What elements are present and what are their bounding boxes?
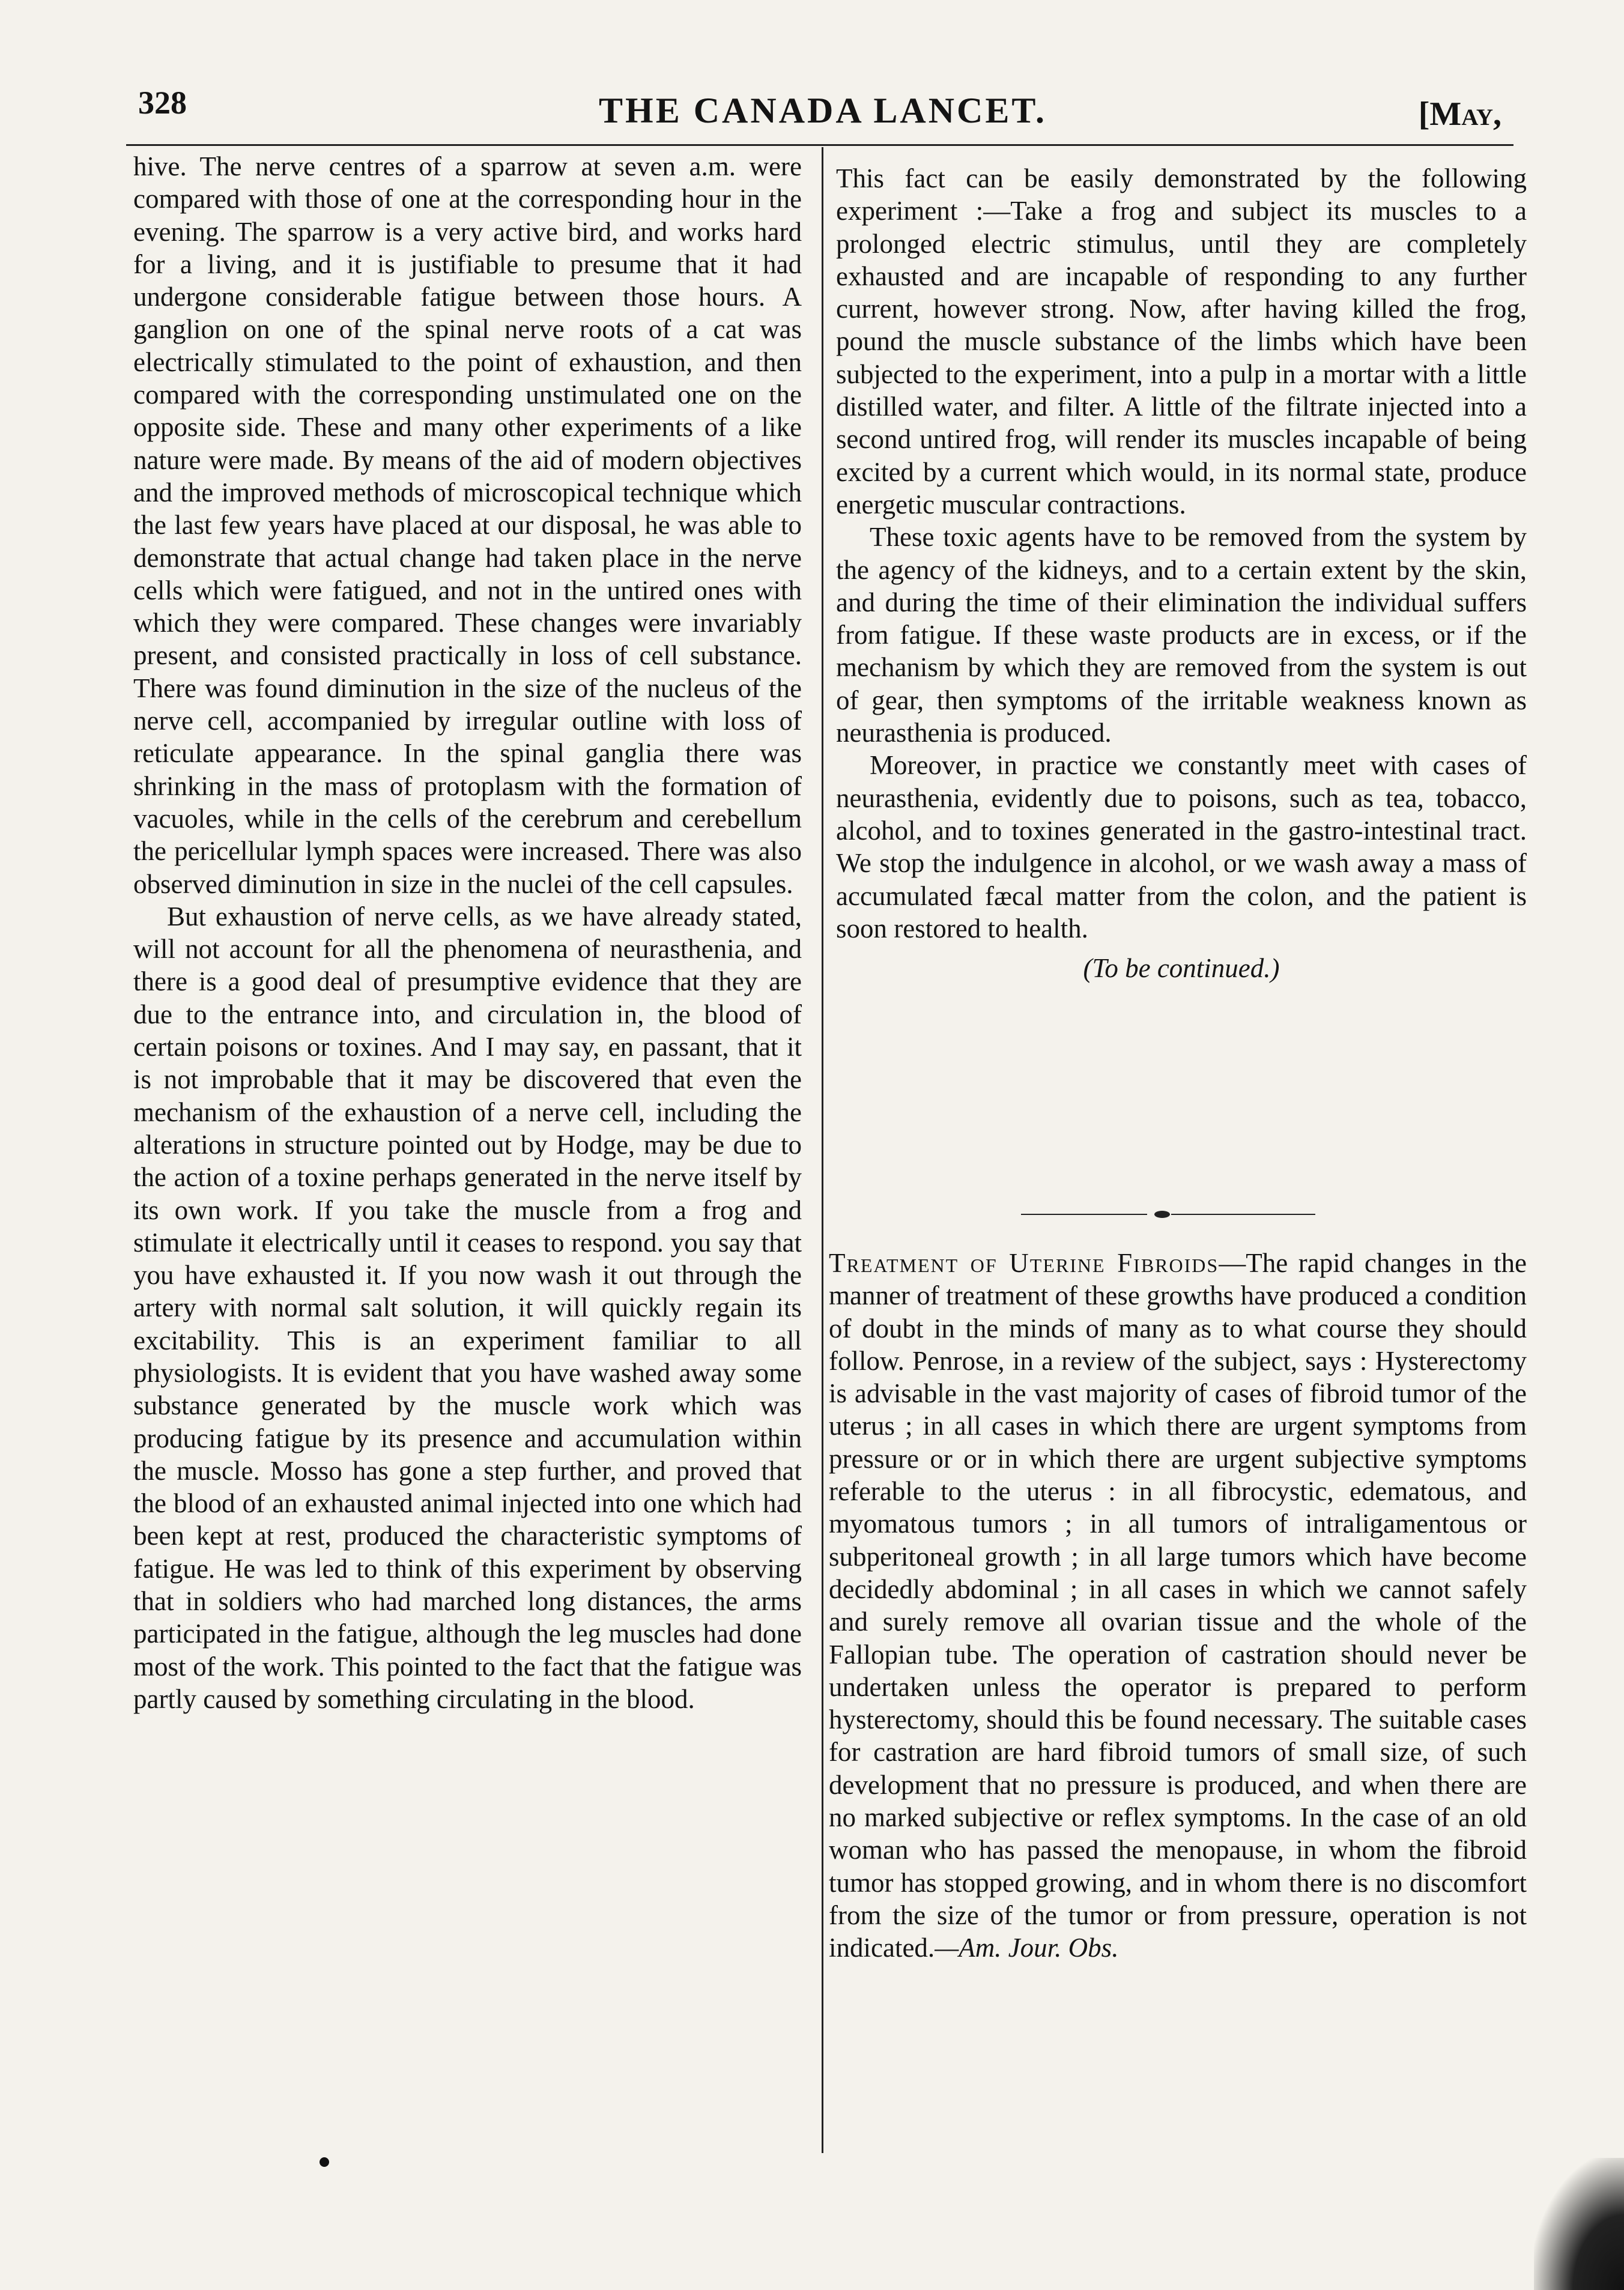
paragraph: Moreover, in practice we constantly meet with cases of neurasthenia, evidently due to poisons, such as tea, tobacco, alcohol, and to toxines generated in the gastro-intestinal tract. We stop the indulgence in alcohol, or we wash away a mass of accumulated fæcal matter from the colon, and the patient is soon restored to health. [836,750,1527,944]
header-rule [126,144,1513,146]
footer-bullet [320,2157,329,2167]
paragraph: This fact can be easily demonstrated by the following experiment :—Take a frog and subject its muscles to a prolonged electric stimulus, until they are completely exhausted and are incapable of responding to any further current, however strong. Now, after having killed the frog, pound the muscle substance of the limbs which have been subjected to the experiment, into a pulp in a mortar with a little distilled water, and filter. A little of the filtrate injected into a second untired frog, will render its muscles incapable of being excited by a current which would, in its normal state, produce energetic muscular contractions. [836,163,1527,519]
page-number: 328 [138,85,187,121]
page-header [132,84,1513,150]
article-title: Treatment of Uterine Fibroids [829,1248,1219,1278]
paragraph: hive. The nerve centres of a sparrow at seven a.m. were compared with those of one at the corresponding hour in the evening. The sparrow is a very active bird, and works hard for a living, and it is justifiable to presume that it had undergone considerable fatigue between those hours. A ganglion on one of the spinal nerve roots of a cat was electrically stimulated to the point of exhaustion, and then compared with the corresponding unstimulated one on the opposite side. These and many other experiments of a like nature were made. By means of the aid of modern objectives and the improved methods of microscopical technique which the last few years have placed at our disposal, he was able to demonstrate that actual change had taken place in the nerve cells which were fatigued, and not in the untired ones with which they were compared. These changes were invariably present, and consisted practically in loss of cell substance. There was found diminution in the size of the nucleus of the nerve cell, accompanied by irregular outline with loss of reticulate appearance. In the spinal ganglia there was shrinking in the mass of protoplasm with the formation of vacuoles, while in the cells of the cerebrum and cerebellum the pericellular lymph spaces were increased. There was also observed diminution in size in the nuclei of the cell capsules. [133,151,802,899]
paragraph: But exhaustion of nerve cells, as we have already stated, will not account for all the phenomena of neurasthenia, and there is a good deal of presumptive evidence that they are due to the entrance into, and circulation in, the blood of certain poisons or toxines. And I may say, en passant, that it is not improbable that it may be discovered that even the mechanism of the exhaustion of a nerve cell, including the alterations in structure pointed out by Hodge, may be due to the action of a toxine perhaps generated in the nerve itself by its own work. If you take the muscle from a frog and stimulate it electrically until it ceases to respond. you say that you have exhausted it. If you now wash it out through the artery with normal salt solution, it will quickly regain its excitability. This is an experiment familiar to all physiologists. It is evident that you have washed away some substance generated by the muscle work which was producing fatigue by its presence and accumulation within the muscle. Mosso has gone a step further, and proved that the blood of an exhausted animal injected into one which had been kept at rest, produced the characteristic symptoms of fatigue. He was led to think of this experiment by observing that in soldiers who had marched long distances, the arms participated in the fatigue, although the leg muscles had done most of the work. This pointed to the fact that the fatigue was partly caused by something circulating in the blood. [133,901,802,1714]
article-source: —Am. Jour. Obs. [935,1933,1119,1963]
left-column [133,150,802,1715]
article-uterine-fibroids [829,1247,1527,1964]
right-column [836,162,1527,984]
article-body: —The rapid changes in the manner of treatment of these growths have produced a condition of doubt in the minds of many as to what course they should follow. Penrose, in a review of the subject, says : Hysterectomy is advisable in the vast majority of cases of fibroid tumor of the uterus ; in all cases in which there are urgent symptoms from pressure or or in which there are urgent subjective symptoms referable to the uterus : in all fibrocystic, edematous, and myomatous tumors ; in all tumors of intraligamentous or subperitoneal growth ; in all large tumors which have become decidedly abdominal ; in all cases in which we cannot safely and surely remove all ovarian tissue and the whole of the Fallopian tube. The operation of castration should never be undertaken unless the operator is prepared to perform hysterectomy, should this be found necessary. The suitable cases for castration are hard fibroid tumors of small size, of such development that no pressure is produced, and when there are no marked subjective or reflex symptoms. In the case of an old woman who has passed the menopause, in whom the fibroid tumor has stopped growing, and in whom there is no discomfort from the size of the tumor or from pressure, operation is not indicated. [829,1248,1527,1963]
paragraph: These toxic agents have to be removed from the system by the agency of the kidneys, and to a certain extent by the skin, and during the time of their elimination the individual suffers from fatigue. If these waste products are in excess, or if the mechanism by which they are removed from the system is out of gear, then symptoms of the irritable weakness known as neurasthenia is produced. [836,522,1527,748]
issue-month: [May, [1418,95,1501,133]
article-paragraph [829,1247,1527,1964]
scan-edge-mark [1534,2158,1624,2290]
section-ornament [1021,1211,1315,1218]
ornament-dot [1154,1211,1170,1218]
continued-note: (To be continued.) [1083,953,1280,984]
journal-title: THE CANADA LANCET. [599,91,1047,130]
column-divider [822,147,823,2153]
